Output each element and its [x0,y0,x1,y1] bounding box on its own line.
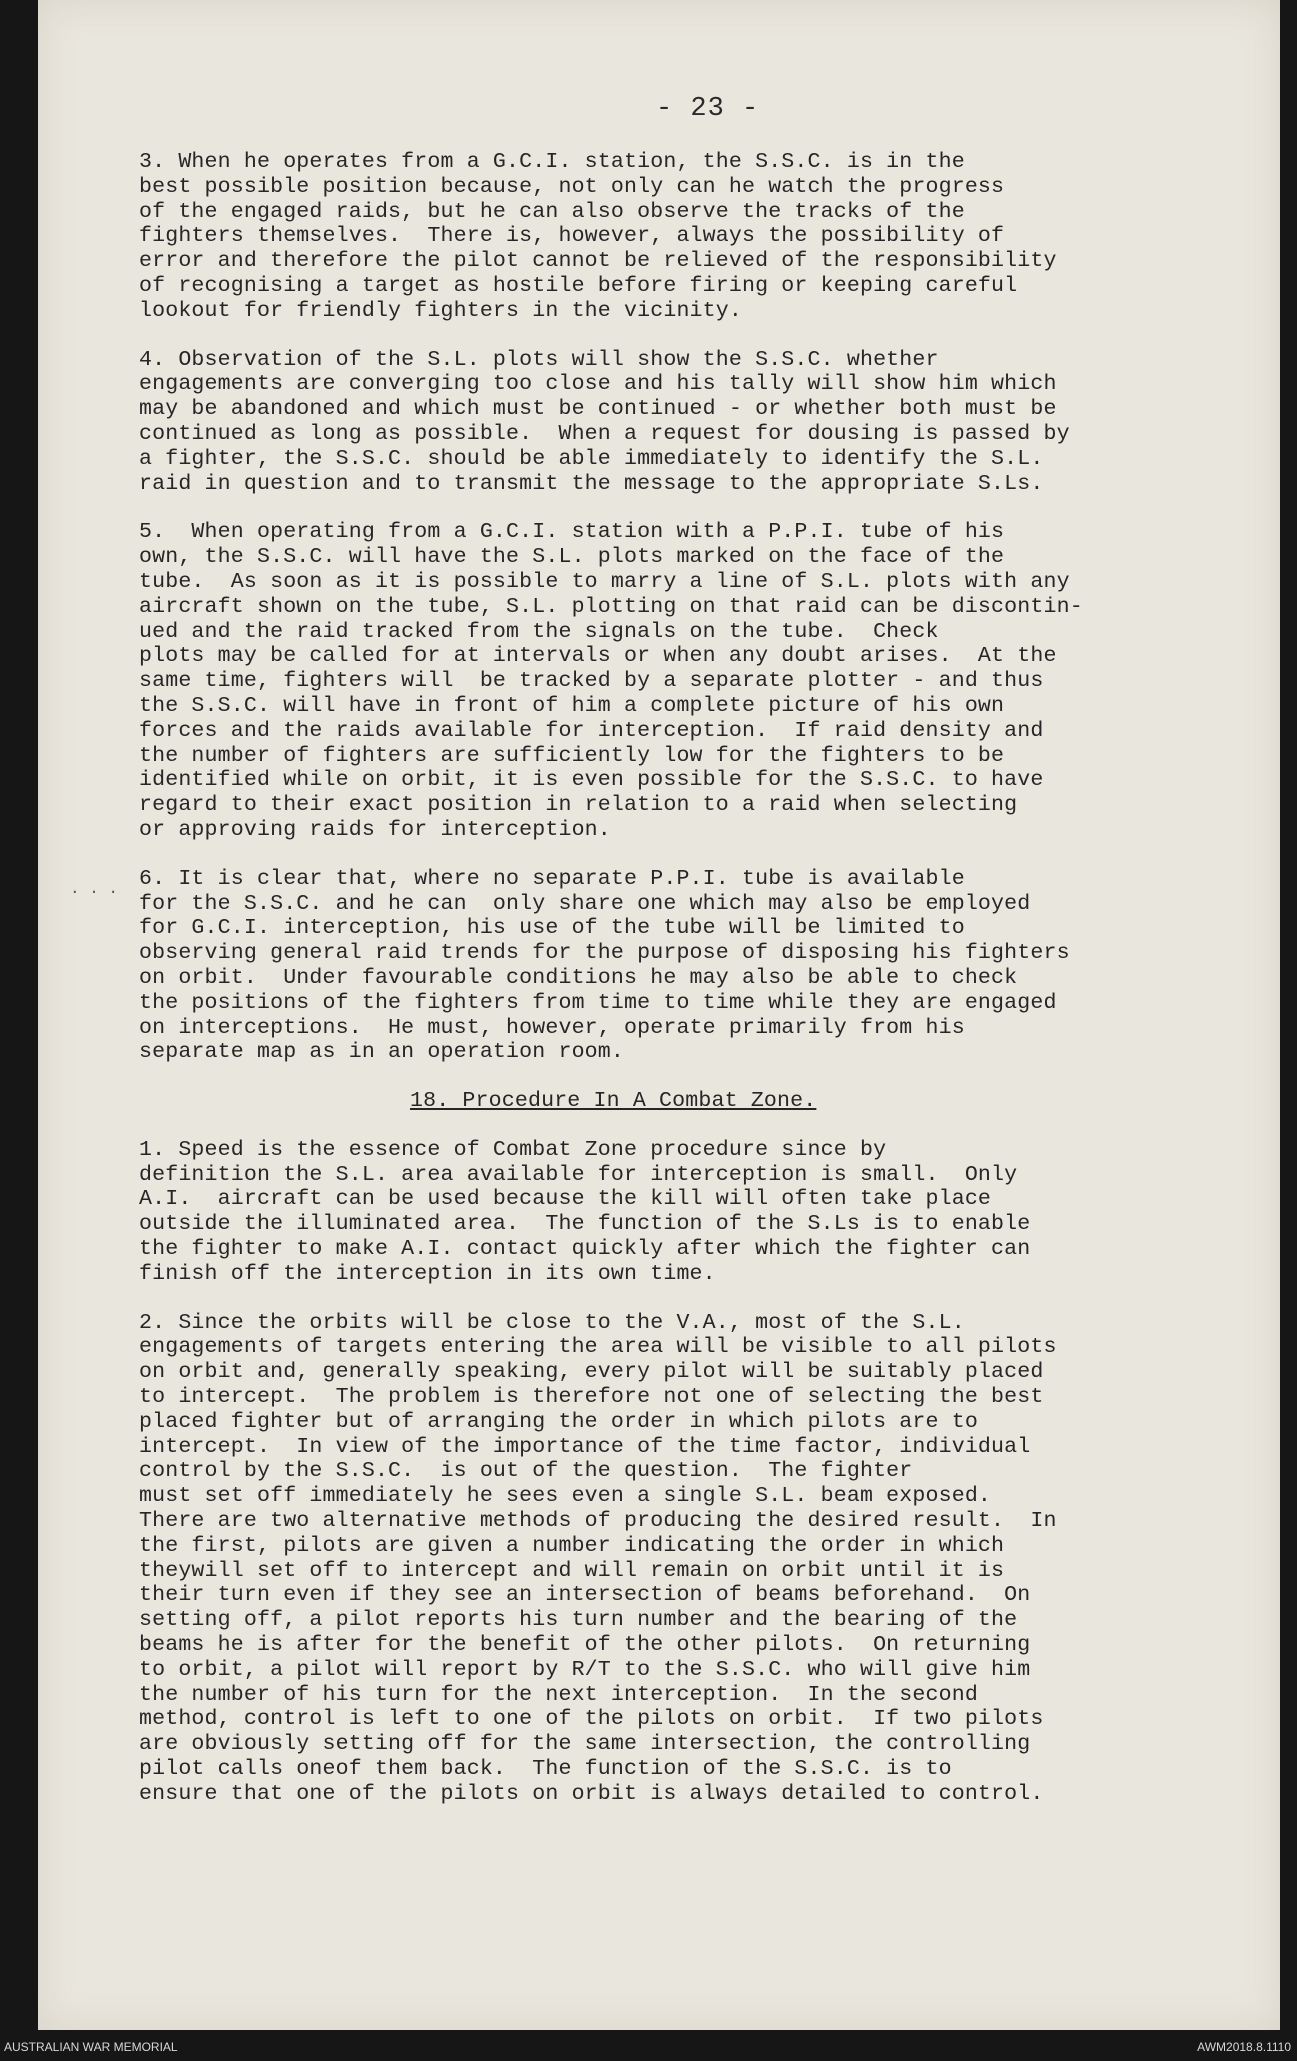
text-line: control by the S.S.C. is out of the question. The fighter [139,1459,913,1484]
text-line: lookout for friendly fighters in the vicinity. [139,298,742,323]
text-line: continued as long as possible. When a request for dousing is passed by [139,421,1070,446]
text-line: 1. Speed is the essence of Combat Zone procedure since by [139,1137,887,1162]
text-line: engagements of targets entering the area will be visible to all pilots [139,1335,1057,1360]
document-body [139,150,1249,1831]
text-line: plots may be called for at intervals or when any doubt arises. At the [139,644,1057,669]
text-line: finish off the interception in its own time. [139,1261,716,1286]
text-line: same time, fighters will be tracked by a separate plotter - and thus [139,669,1044,694]
text-line: fighters themselves. There is, however, always the possibility of [139,224,1005,249]
text-line: or approving raids for interception. [139,817,611,842]
text-line: 2. Since the orbits will be close to the V.A., most of the S.L. [139,1310,965,1335]
text-line: 3. When he operates from a G.C.I. station, the S.S.C. is in the [139,150,965,174]
footer-archive-name: AUSTRALIAN WAR MEMORIAL [4,2040,178,2054]
text-line: theywill set off to intercept and will remain on orbit until it is [139,1558,1005,1583]
margin-mark: . . . [70,880,119,898]
text-line: may be abandoned and which must be continued - or whether both must be [139,397,1057,422]
text-line: ensure that one of the pilots on orbit is always detailed to control. [139,1781,1044,1806]
text-line: for G.C.I. interception, his use of the tube will be limited to [139,916,965,941]
text-line: the S.S.C. will have in front of him a complete picture of his own [139,693,1005,718]
text-line: the first, pilots are given a number indicating the order in which [139,1533,1005,1558]
text-line: error and therefore the pilot cannot be relieved of the responsibility [139,249,1057,274]
text-line: beams he is after for the benefit of the other pilots. On returning [139,1633,1031,1658]
text-line: definition the S.L. area available for interception is small. Only [139,1162,1018,1187]
section-paragraph-2 [139,1311,1249,1807]
paragraph-5 [139,520,1249,842]
paragraph-3 [139,150,1249,324]
section-heading-text: 18. Procedure In A Combat Zone. [410,1089,817,1114]
text-line: must set off immediately he sees even a single S.L. beam exposed. [139,1484,992,1509]
text-line: method, control is left to one of the pilots on orbit. If two pilots [139,1707,1044,1732]
text-line: the positions of the fighters from time to time while they are engaged [139,990,1057,1015]
text-line: are obviously setting off for the same intersection, the controlling [139,1732,1031,1757]
section-heading [139,1089,1249,1114]
text-line: raid in question and to transmit the message to the appropriate S.Ls. [139,471,1044,496]
text-line: engagements are converging too close and his tally will show him which [139,372,1057,397]
text-line: a fighter, the S.S.C. should be able immediately to identify the S.L. [139,446,1044,471]
text-line: ued and the raid tracked from the signals on the tube. Check [139,619,939,644]
page-number: - 23 - [656,94,760,124]
text-line: setting off, a pilot reports his turn number and the bearing of the [139,1608,1018,1633]
text-line: best possible position because, not only can he watch the progress [139,174,1005,199]
document-page [38,0,1280,2030]
text-line: There are two alternative methods of producing the desired result. In [139,1509,1057,1534]
text-line: on interceptions. He must, however, operate primarily from his [139,1015,965,1040]
text-line: their turn even if they see an intersection of beams beforehand. On [139,1583,1031,1608]
text-line: to orbit, a pilot will report by R/T to the S.S.C. who will give him [139,1657,1031,1682]
text-line: regard to their exact position in relation to a raid when selecting [139,793,1018,818]
text-line: the fighter to make A.I. contact quickly after which the fighter can [139,1237,1031,1262]
text-line: 4. Observation of the S.L. plots will show the S.S.C. whether [139,347,939,372]
text-line: identified while on orbit, it is even possible for the S.S.C. to have [139,768,1044,793]
text-line: to intercept. The problem is therefore not one of selecting the best [139,1385,1044,1410]
text-line: on orbit. Under favourable conditions he may also be able to check [139,965,1018,990]
text-line: pilot calls oneof them back. The function of the S.S.C. is to [139,1757,952,1782]
text-line: observing general raid trends for the purpose of disposing his fighters [139,941,1070,966]
text-line: outside the illuminated area. The function of the S.Ls is to enable [139,1212,1031,1237]
text-line: 6. It is clear that, where no separate P.P.I. tube is available [139,866,965,891]
text-line: A.I. aircraft can be used because the kill will often take place [139,1187,992,1212]
footer-reference-number: AWM2018.8.1110 [1197,2040,1291,2054]
text-line: 5. When operating from a G.C.I. station with a P.P.I. tube of his [139,520,1005,545]
text-line: on orbit and, generally speaking, every pilot will be suitably placed [139,1360,1044,1385]
text-line: the number of his turn for the next interception. In the second [139,1682,978,1707]
text-line: of the engaged raids, but he can also observe the tracks of the [139,199,965,224]
text-line: aircraft shown on the tube, S.L. plotting on that raid can be discontin- [139,594,1083,619]
text-line: intercept. In view of the importance of the time factor, individual [139,1434,1031,1459]
text-line: for the S.S.C. and he can only share one which may also be employed [139,891,1031,916]
paragraph-6 [139,867,1249,1065]
text-line: separate map as in an operation room. [139,1040,625,1065]
text-line: the number of fighters are sufficiently low for the fighters to be [139,743,1005,768]
text-line: own, the S.S.C. will have the S.L. plots marked on the face of the [139,545,1005,570]
text-line: of recognising a target as hostile before firing or keeping careful [139,273,1018,298]
section-paragraph-1 [139,1138,1249,1287]
text-line: tube. As soon as it is possible to marry a line of S.L. plots with any [139,569,1070,594]
text-line: placed fighter but of arranging the order in which pilots are to [139,1409,978,1434]
paragraph-4 [139,348,1249,497]
text-line: forces and the raids available for interception. If raid density and [139,718,1044,743]
